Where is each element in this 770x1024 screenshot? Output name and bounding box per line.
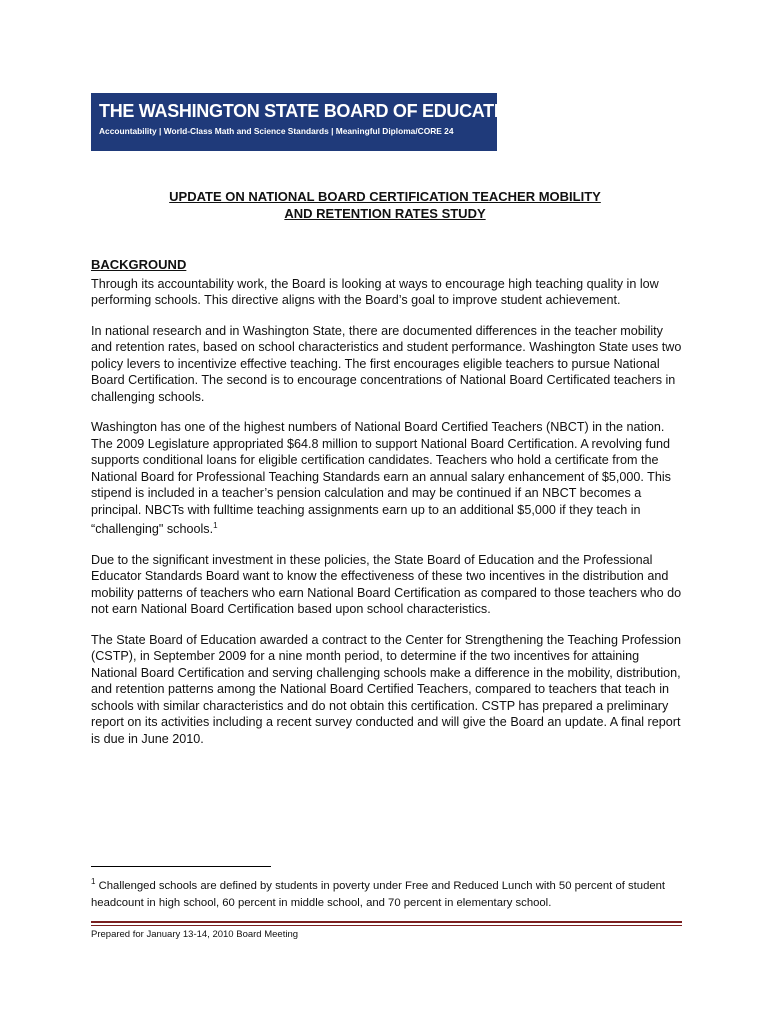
paragraph-3-text: Washington has one of the highest numbers of National Board Certified Teachers (NBCT) in the nation. The 2009 Legislature appropriated $64.8 million to support National Board Certification. A revolving fund supports conditional loans for eligible certification candidates. Teachers who hold a certificate from the National Board for Professional Teaching Standards earn an annual salary enhancement of $5,000. This stipend is included in a teacher’s pension calculation and may be continued if an NBCT becomes a principal. NBCTs with fulltime teaching assignments earn up to an additional $5,000 if they teach in “challenging" schools. bbox=[91, 420, 671, 537]
banner-subtitle: Accountability | World-Class Math and Science Standards | Meaningful Diploma/CORE 24 bbox=[99, 126, 454, 136]
footer-rule-thick bbox=[91, 921, 682, 923]
banner-title: THE WASHINGTON STATE BOARD OF EDUCATION bbox=[99, 101, 525, 121]
paragraph-5: The State Board of Education awarded a contract to the Center for Strengthening the Teaching Profession (CSTP), in September 2009 for a nine month period, to determine if the two incentives for attaining National Board Certification and serving challenging schools make a difference in the mobility, distribution, and retention patterns among the National Board Certified Teachers, compared to teachers that teach in schools with similar characteristics and do not obtain this certification. CSTP has prepared a preliminary report on its activities including a recent survey conducted and will give the Board an update. A final report is due in June 2010. bbox=[91, 632, 681, 746]
footnote-divider bbox=[91, 866, 271, 867]
footnote-text: Challenged schools are defined by students in poverty under Free and Reduced Lunch with 50 percent of student headcount in high school, 60 percent in middle school, and 70 percent in elementary school. bbox=[91, 879, 666, 909]
footnote-number: 1 bbox=[91, 877, 96, 886]
paragraph-2: In national research and in Washington State, there are documented differences in the teacher mobility and retention rates, based on school characteristics and student performance. Washington State uses two policy levers to incentivize effective teaching. The first encourages eligible teachers to pursue National Board Certification. The second is to encourage concentrations of National Board Certificated teachers in challenging schools. bbox=[91, 323, 682, 404]
footnote bbox=[91, 873, 683, 912]
footnote-reference[interactable]: 1 bbox=[213, 521, 218, 530]
footer-rule-thin bbox=[91, 925, 682, 926]
paragraph-3 bbox=[91, 419, 683, 538]
document-title-line2: AND RETENTION RATES STUDY bbox=[284, 206, 486, 221]
paragraph-1: Through its accountability work, the Board is looking at ways to encourage high teaching quality in low performing schools. This directive aligns with the Board’s goal to improve student achievement. bbox=[91, 276, 659, 307]
document-title bbox=[91, 188, 679, 222]
board-banner-logo bbox=[91, 93, 525, 151]
section-heading: BACKGROUND bbox=[91, 257, 187, 272]
document-body bbox=[91, 257, 683, 761]
document-title-line1: UPDATE ON NATIONAL BOARD CERTIFICATION TEACHER MOBILITY bbox=[169, 189, 601, 204]
paragraph-4: Due to the significant investment in these policies, the State Board of Education and the Professional Educator Standards Board want to know the effectiveness of these two incentives in the distribution and mobility patterns of teachers who earn National Board Certification as compared to those teachers who do not earn National Board Certification based upon school characteristics. bbox=[91, 552, 682, 617]
page-footer: Prepared for January 13-14, 2010 Board Meeting bbox=[91, 929, 299, 940]
